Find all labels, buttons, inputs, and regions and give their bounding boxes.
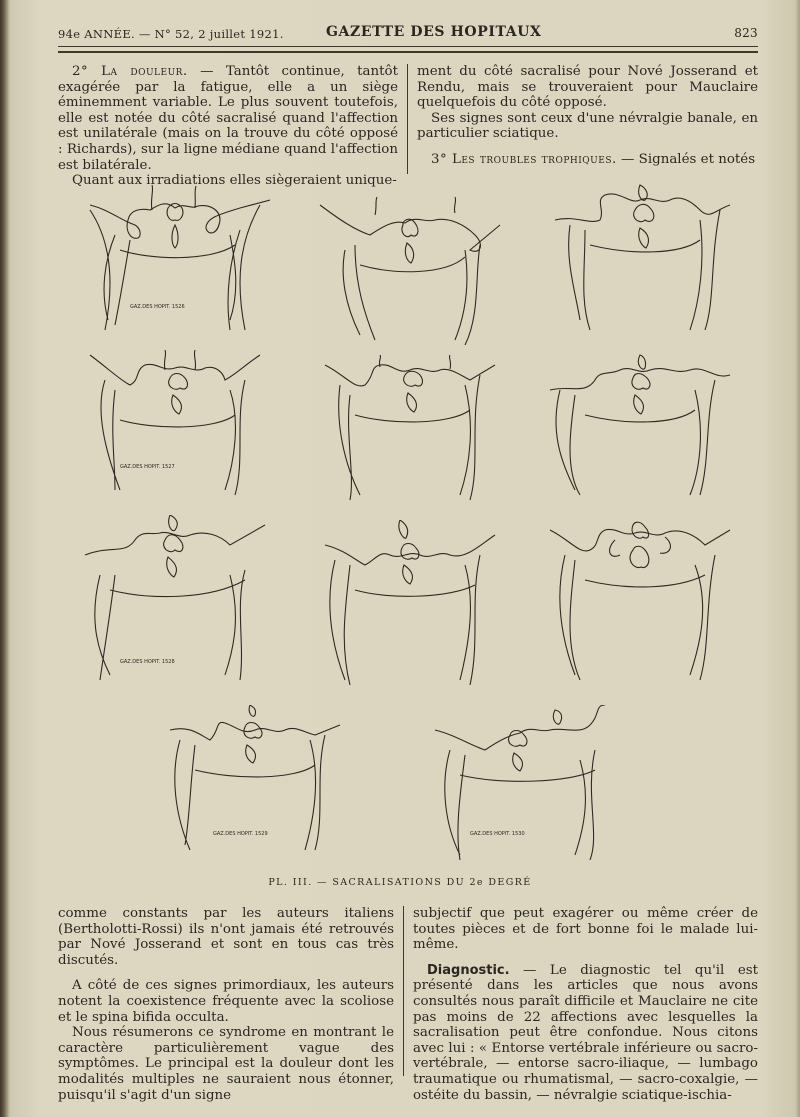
figure-label: GAZ.DES HOPIT. 1530 — [470, 831, 525, 837]
section-heading-troubles: 3° Les troubles trophiques. — [431, 151, 617, 167]
sacrum-drawing — [80, 180, 270, 340]
figure-label: GAZ.DES HOPIT. 1526 — [130, 304, 185, 310]
section-heading-douleur: 2° La douleur. — [72, 64, 188, 79]
sacrum-drawing — [550, 180, 740, 340]
paragraph-douleur — [58, 64, 398, 173]
bottom-right-column — [413, 906, 758, 1103]
paragraph-continuation: subjectif que peut exagérer ou même créer de toutes pièces et de fort bonne foi le malade lui-même. — [413, 906, 758, 953]
page-number: 823 — [734, 26, 758, 40]
sacrum-drawing — [545, 350, 735, 500]
column-divider — [403, 906, 404, 1076]
sacrum-drawing — [545, 515, 735, 685]
figure-caption: PL. III. — SACRALISATIONS DU 2e DEGRÉ — [268, 877, 532, 888]
paragraph-text: — Tantôt continue, tantôt exagérée par la fatigue, elle a un siège éminemment variable. Le plus souvent toutefois, elle est notée du côté sacralisé quand l'affection est unilatérale (mais on la trouve du côté opposé : Richards), sur la ligne médiane quand l'affection est bilatérale. — [58, 64, 398, 173]
sacrum-drawing — [80, 515, 270, 685]
paragraph-text: — Signalés et notés — [616, 151, 756, 167]
issue-info: 94e ANNÉE. — N° 52, 2 juillet 1921. — [58, 27, 284, 41]
running-header — [58, 24, 758, 44]
bottom-left-column — [58, 906, 394, 1103]
figure-label: GAZ.DES HOPIT. 1528 — [120, 659, 175, 665]
paragraph-irradiations: Quant aux irradiations elles siègeraient unique- — [72, 173, 397, 189]
paragraph-diagnostic — [413, 963, 758, 1103]
sacrum-drawing — [430, 705, 630, 860]
top-right-column — [417, 64, 758, 168]
sacrum-drawing — [315, 195, 505, 345]
paragraph-signes-primordiaux: A côté de ces signes primordiaux, les auteurs notent la coexistence fréquente avec la scoliose et le spina bifida occulta. — [58, 978, 394, 1025]
paragraph-text: — Le diagnostic tel qu'il est présenté dans les articles que nous avons consultés nous paraît difficile et Mauclaire ne cite pas moins de 22 affections avec lesquelles la sacralisation peut être confondue. Nous citons avec lui : « Entorse vertébrale inférieure ou sacro-vertébrale, — entorse sacro-iliaque, — lumbago traumatique ou rhumatismal, — sacro-coxalgie, — ostéite du bassin, — névralgie sciatique-ischia- — [413, 962, 758, 1103]
figure-plate — [70, 170, 750, 870]
figure-label: GAZ.DES HOPIT. 1529 — [213, 831, 268, 837]
header-rule-thick — [58, 51, 758, 53]
section-heading-diagnostic: Diagnostic. — [427, 962, 510, 978]
header-rule — [58, 46, 758, 47]
sacrum-drawing — [320, 355, 500, 505]
paragraph-troubles — [417, 152, 758, 168]
sacrum-drawing — [165, 705, 345, 855]
paragraph-resume: Nous résumerons ce syndrome en montrant le caractère particulièrement vague des symptômes. Le principal est la douleur dont les modalités multiples ne sauraient nous étonner, puisqu'il s'agit d'un signe — [58, 1025, 394, 1103]
column-divider — [407, 64, 408, 174]
paragraph-continuation: comme constants par les auteurs italiens (Bertholotti-Rossi) ils n'ont jamais été retrouvés par Nové Josserand et sont en tous cas très discutés. — [58, 906, 394, 968]
figure-label: GAZ.DES HOPIT. 1527 — [120, 464, 175, 470]
sacrum-drawing — [320, 520, 500, 685]
sacrum-drawing — [85, 350, 265, 500]
paragraph-continuation: ment du côté sacralisé pour Nové Josserand et Rendu, mais se trouveraient pour Mauclaire quelquefois du côté opposé. — [417, 64, 758, 111]
paragraph-signes: Ses signes sont ceux d'une névralgie banale, en particulier sciatique. — [417, 110, 758, 142]
journal-title: GAZETTE DES HOPITAUX — [326, 24, 542, 40]
